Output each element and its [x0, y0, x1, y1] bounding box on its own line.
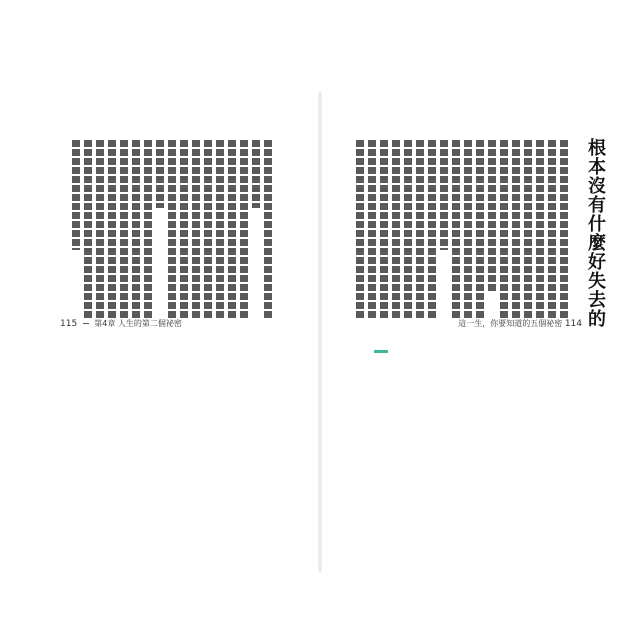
text-column	[192, 140, 200, 318]
chapter-title-wrap	[584, 138, 608, 338]
text-column	[416, 140, 424, 318]
text-column	[380, 140, 388, 318]
text-column	[120, 140, 128, 318]
text-column	[536, 140, 544, 318]
text-column	[464, 140, 472, 318]
text-column	[500, 140, 508, 318]
left-page-body-text	[58, 140, 272, 318]
right-page-body-text	[356, 140, 568, 318]
text-column	[216, 140, 224, 318]
right-page-footer	[458, 318, 582, 329]
text-column	[240, 140, 248, 318]
text-column	[392, 140, 400, 318]
text-column	[512, 140, 520, 318]
text-column	[452, 140, 460, 318]
chapter-title: 根本沒有什麼好失去的	[585, 138, 606, 328]
text-column	[228, 140, 236, 318]
footer-rule	[83, 323, 89, 324]
page-number: 115	[60, 319, 78, 329]
text-column	[84, 140, 92, 318]
text-column	[108, 140, 116, 318]
text-column	[476, 140, 484, 318]
text-column	[204, 140, 212, 318]
accent-mark	[374, 350, 388, 353]
text-column	[524, 140, 532, 318]
text-column	[404, 140, 412, 318]
text-column	[428, 140, 436, 318]
text-column	[356, 140, 364, 318]
text-column	[72, 140, 80, 250]
left-page-footer	[60, 318, 182, 329]
text-column	[252, 140, 260, 208]
text-column	[144, 140, 152, 318]
text-column	[168, 140, 176, 318]
text-column	[440, 140, 448, 250]
text-column	[488, 140, 496, 293]
text-column	[96, 140, 104, 318]
page-number: 114	[564, 319, 582, 329]
text-column	[368, 140, 376, 318]
text-column	[264, 140, 272, 318]
running-head: 第4章 人生的第二個祕密	[94, 319, 182, 328]
text-column	[156, 140, 164, 208]
text-column	[180, 140, 188, 318]
running-head: 這一生，你要知道的五個祕密	[458, 319, 563, 328]
text-column	[132, 140, 140, 318]
text-column	[548, 140, 556, 318]
text-column	[560, 140, 568, 318]
